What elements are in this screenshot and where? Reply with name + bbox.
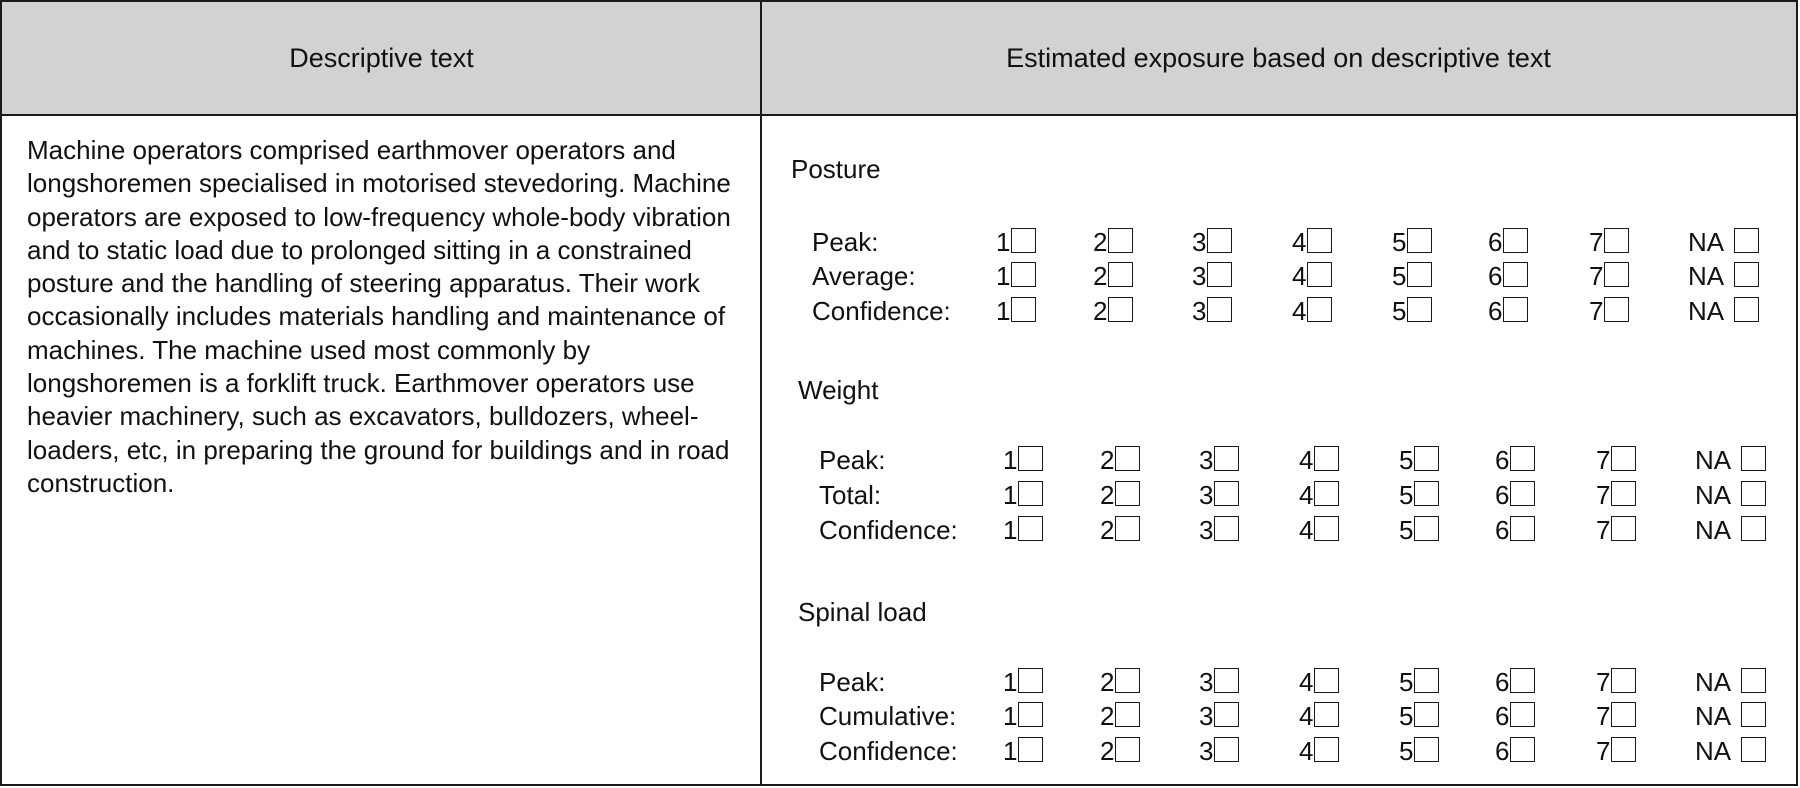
option-label: 1: [1003, 701, 1018, 731]
option-label: 4: [1292, 261, 1307, 291]
checkbox[interactable]: [1604, 262, 1629, 287]
checkbox[interactable]: [1314, 446, 1339, 471]
checkbox[interactable]: [1314, 516, 1339, 541]
option-label: 4: [1299, 667, 1314, 697]
option-label: 5: [1399, 701, 1414, 731]
checkbox[interactable]: [1741, 516, 1766, 541]
checkbox[interactable]: [1307, 262, 1332, 287]
option-label: 7: [1596, 515, 1611, 545]
option-label: 1: [1003, 515, 1018, 545]
checkbox[interactable]: [1510, 446, 1535, 471]
rating-option-2[interactable]: [1100, 736, 1140, 767]
option-label: 1: [996, 296, 1011, 326]
checkbox[interactable]: [1018, 481, 1043, 506]
rating-option-na[interactable]: [1695, 445, 1766, 476]
rating-option-5[interactable]: [1399, 515, 1439, 546]
rating-option-3[interactable]: [1199, 736, 1239, 767]
option-label: NA: [1688, 261, 1725, 291]
checkbox[interactable]: [1741, 668, 1766, 693]
option-label: 6: [1495, 445, 1510, 475]
checkbox[interactable]: [1503, 262, 1528, 287]
checkbox[interactable]: [1611, 702, 1636, 727]
option-label: 6: [1488, 227, 1503, 257]
option-label: 5: [1399, 445, 1414, 475]
option-label: NA: [1688, 296, 1725, 326]
row-label: Confidence:: [812, 296, 951, 326]
rating-option-7[interactable]: [1589, 296, 1629, 327]
rating-option-5[interactable]: [1399, 480, 1439, 511]
option-label: 3: [1192, 296, 1207, 326]
rating-option-2[interactable]: [1100, 701, 1140, 732]
rating-option-1[interactable]: [1003, 445, 1043, 476]
checkbox[interactable]: [1414, 481, 1439, 506]
option-label: 1: [1003, 667, 1018, 697]
checkbox[interactable]: [1604, 228, 1629, 253]
option-label: 1: [996, 261, 1011, 291]
checkbox[interactable]: [1734, 262, 1759, 287]
option-label: 2: [1100, 515, 1115, 545]
checkbox[interactable]: [1207, 228, 1232, 253]
option-label: 7: [1596, 480, 1611, 510]
rating-row: [819, 515, 1800, 549]
option-label: 5: [1399, 736, 1414, 766]
checkbox[interactable]: [1510, 702, 1535, 727]
rating-option-6[interactable]: [1495, 736, 1535, 767]
rating-option-1[interactable]: [1003, 480, 1043, 511]
option-label: 2: [1093, 296, 1108, 326]
checkbox[interactable]: [1115, 516, 1140, 541]
rating-option-4[interactable]: [1299, 667, 1339, 698]
checkbox[interactable]: [1414, 668, 1439, 693]
rating-option-4[interactable]: [1292, 296, 1332, 327]
rating-option-5[interactable]: [1399, 667, 1439, 698]
checkbox[interactable]: [1734, 297, 1759, 322]
checkbox[interactable]: [1503, 228, 1528, 253]
rating-option-6[interactable]: [1495, 701, 1535, 732]
option-label: NA: [1695, 736, 1732, 766]
rating-option-6[interactable]: [1495, 445, 1535, 476]
checkbox[interactable]: [1314, 702, 1339, 727]
option-label: 7: [1596, 736, 1611, 766]
row-label: Confidence:: [819, 736, 958, 766]
option-label: 7: [1589, 296, 1604, 326]
rating-option-1[interactable]: [996, 261, 1036, 292]
rating-option-6[interactable]: [1495, 667, 1535, 698]
rating-row: [812, 296, 1800, 330]
option-label: 7: [1596, 445, 1611, 475]
checkbox[interactable]: [1018, 668, 1043, 693]
option-label: 6: [1488, 261, 1503, 291]
rating-option-na[interactable]: [1695, 701, 1766, 732]
rating-option-na[interactable]: [1688, 296, 1759, 327]
checkbox[interactable]: [1018, 516, 1043, 541]
rating-option-2[interactable]: [1100, 515, 1140, 546]
rating-option-4[interactable]: [1299, 736, 1339, 767]
option-label: 3: [1199, 701, 1214, 731]
option-label: 3: [1199, 736, 1214, 766]
checkbox[interactable]: [1214, 516, 1239, 541]
rating-option-3[interactable]: [1192, 227, 1232, 258]
checkbox[interactable]: [1214, 481, 1239, 506]
rating-option-5[interactable]: [1392, 296, 1432, 327]
option-label: 1: [996, 227, 1011, 257]
checkbox[interactable]: [1611, 516, 1636, 541]
rating-option-4[interactable]: [1299, 701, 1339, 732]
option-label: 5: [1392, 227, 1407, 257]
rating-option-na[interactable]: [1695, 515, 1766, 546]
option-label: 2: [1100, 480, 1115, 510]
row-label: Total:: [819, 480, 882, 510]
rating-option-1[interactable]: [1003, 736, 1043, 767]
checkbox[interactable]: [1503, 297, 1528, 322]
checkbox[interactable]: [1115, 702, 1140, 727]
option-label: 2: [1100, 667, 1115, 697]
rating-option-3[interactable]: [1199, 515, 1239, 546]
row-label: Peak:: [819, 667, 886, 697]
rating-option-3[interactable]: [1192, 296, 1232, 327]
checkbox[interactable]: [1115, 668, 1140, 693]
checkbox[interactable]: [1011, 262, 1036, 287]
option-label: 3: [1192, 227, 1207, 257]
checkbox[interactable]: [1414, 516, 1439, 541]
rating-option-2[interactable]: [1093, 261, 1133, 292]
option-label: 6: [1495, 515, 1510, 545]
checkbox[interactable]: [1741, 446, 1766, 471]
checkbox[interactable]: [1414, 446, 1439, 471]
option-label: 2: [1100, 701, 1115, 731]
checkbox[interactable]: [1018, 446, 1043, 471]
checkbox[interactable]: [1510, 516, 1535, 541]
rating-option-7[interactable]: [1596, 701, 1636, 732]
option-label: 4: [1292, 227, 1307, 257]
checkbox[interactable]: [1011, 228, 1036, 253]
checkbox[interactable]: [1307, 297, 1332, 322]
rating-option-4[interactable]: [1299, 480, 1339, 511]
option-label: 5: [1392, 261, 1407, 291]
option-label: NA: [1695, 515, 1732, 545]
rating-option-3[interactable]: [1199, 701, 1239, 732]
option-label: 3: [1199, 480, 1214, 510]
rating-row: [819, 445, 1800, 479]
option-label: 6: [1495, 480, 1510, 510]
option-label: 4: [1299, 445, 1314, 475]
checkbox[interactable]: [1108, 228, 1133, 253]
option-label: 6: [1495, 701, 1510, 731]
rating-option-2[interactable]: [1093, 227, 1133, 258]
rating-row: [812, 261, 1800, 295]
row-label: Peak:: [819, 445, 886, 475]
checkbox[interactable]: [1611, 446, 1636, 471]
option-label: 4: [1299, 701, 1314, 731]
option-label: 4: [1292, 296, 1307, 326]
checkbox[interactable]: [1214, 446, 1239, 471]
rating-option-7[interactable]: [1589, 227, 1629, 258]
checkbox[interactable]: [1414, 737, 1439, 762]
option-label: NA: [1695, 445, 1732, 475]
option-label: 3: [1199, 667, 1214, 697]
checkbox[interactable]: [1741, 702, 1766, 727]
header-estimated-exposure: Estimated exposure based on descriptive text: [761, 2, 1796, 116]
rating-option-3[interactable]: [1192, 261, 1232, 292]
checkbox[interactable]: [1510, 668, 1535, 693]
rating-option-7[interactable]: [1596, 445, 1636, 476]
option-label: 7: [1589, 227, 1604, 257]
checkbox[interactable]: [1214, 702, 1239, 727]
rating-option-2[interactable]: [1093, 296, 1133, 327]
rating-option-4[interactable]: [1292, 261, 1332, 292]
option-label: 5: [1399, 667, 1414, 697]
rating-option-4[interactable]: [1299, 445, 1339, 476]
checkbox[interactable]: [1611, 481, 1636, 506]
option-label: 3: [1192, 261, 1207, 291]
option-label: 2: [1093, 261, 1108, 291]
option-label: 4: [1299, 515, 1314, 545]
rating-option-1[interactable]: [996, 227, 1036, 258]
checkbox[interactable]: [1115, 446, 1140, 471]
checkbox[interactable]: [1115, 481, 1140, 506]
option-label: 1: [1003, 480, 1018, 510]
rating-option-6[interactable]: [1488, 227, 1528, 258]
option-label: NA: [1688, 227, 1725, 257]
option-label: 4: [1299, 480, 1314, 510]
rating-option-7[interactable]: [1589, 261, 1629, 292]
section-title: Weight: [798, 375, 879, 405]
rating-option-7[interactable]: [1596, 736, 1636, 767]
rating-option-1[interactable]: [1003, 701, 1043, 732]
section-title: Posture: [791, 154, 881, 184]
rating-row: [812, 227, 1800, 261]
option-label: 5: [1392, 296, 1407, 326]
option-label: 5: [1399, 515, 1414, 545]
option-label: 6: [1488, 296, 1503, 326]
checkbox[interactable]: [1018, 737, 1043, 762]
checkbox[interactable]: [1314, 737, 1339, 762]
checkbox[interactable]: [1611, 737, 1636, 762]
rating-row: [819, 736, 1800, 770]
rating-option-3[interactable]: [1199, 667, 1239, 698]
option-label: NA: [1695, 701, 1732, 731]
header-descriptive-text: Descriptive text: [2, 2, 761, 116]
checkbox[interactable]: [1214, 737, 1239, 762]
row-label: Average:: [812, 261, 916, 291]
description-text: Machine operators comprised earthmover operators and longshoremen specialised in motorised stevedoring. Machine operators are exposed to low-frequency whole-body vibration and to static load due to prolonged sitting in a constrained posture and the handling of steering apparatus. Their work occasionally includes materials handling and maintenance of machines. The machine used most commonly by longshoremen is a forklift truck. Earthmover operators use heavier machinery, such as excavators, bulldozers, wheel-loaders, etc, in preparing the ground for buildings and in road construction.: [27, 135, 731, 498]
checkbox[interactable]: [1115, 737, 1140, 762]
column-divider: [760, 2, 762, 784]
section-title: Spinal load: [798, 597, 927, 627]
row-label: Confidence:: [819, 515, 958, 545]
rating-option-6[interactable]: [1495, 515, 1535, 546]
rating-option-5[interactable]: [1392, 227, 1432, 258]
checkbox[interactable]: [1314, 668, 1339, 693]
rating-option-6[interactable]: [1488, 296, 1528, 327]
checkbox[interactable]: [1734, 228, 1759, 253]
rating-option-5[interactable]: [1399, 445, 1439, 476]
rating-option-7[interactable]: [1596, 667, 1636, 698]
rating-row: [819, 667, 1800, 701]
checkbox[interactable]: [1611, 668, 1636, 693]
checkbox[interactable]: [1207, 262, 1232, 287]
option-label: 1: [1003, 445, 1018, 475]
checkbox[interactable]: [1414, 702, 1439, 727]
checkbox[interactable]: [1741, 737, 1766, 762]
rating-option-5[interactable]: [1392, 261, 1432, 292]
option-label: 4: [1299, 736, 1314, 766]
checkbox[interactable]: [1407, 297, 1432, 322]
option-label: 3: [1199, 445, 1214, 475]
rating-option-2[interactable]: [1100, 480, 1140, 511]
option-label: 1: [1003, 736, 1018, 766]
rating-option-7[interactable]: [1596, 515, 1636, 546]
rating-option-3[interactable]: [1199, 480, 1239, 511]
rating-option-1[interactable]: [1003, 667, 1043, 698]
checkbox[interactable]: [1510, 481, 1535, 506]
checkbox[interactable]: [1510, 737, 1535, 762]
checkbox[interactable]: [1407, 262, 1432, 287]
checkbox[interactable]: [1741, 481, 1766, 506]
row-label: Peak:: [812, 227, 879, 257]
rating-option-na[interactable]: [1688, 261, 1759, 292]
option-label: 2: [1093, 227, 1108, 257]
rating-option-5[interactable]: [1399, 701, 1439, 732]
checkbox[interactable]: [1011, 297, 1036, 322]
checkbox[interactable]: [1018, 702, 1043, 727]
checkbox[interactable]: [1108, 297, 1133, 322]
option-label: 7: [1596, 701, 1611, 731]
checkbox[interactable]: [1214, 668, 1239, 693]
rating-option-7[interactable]: [1596, 480, 1636, 511]
rating-option-6[interactable]: [1488, 261, 1528, 292]
rating-row: [819, 480, 1800, 514]
rating-option-1[interactable]: [1003, 515, 1043, 546]
row-label: Cumulative:: [819, 701, 957, 731]
rating-option-na[interactable]: [1695, 667, 1766, 698]
checkbox[interactable]: [1207, 297, 1232, 322]
rating-option-1[interactable]: [996, 296, 1036, 327]
checkbox[interactable]: [1108, 262, 1133, 287]
rating-option-4[interactable]: [1299, 515, 1339, 546]
option-label: 2: [1100, 445, 1115, 475]
checkbox[interactable]: [1604, 297, 1629, 322]
rating-option-2[interactable]: [1100, 445, 1140, 476]
rating-option-2[interactable]: [1100, 667, 1140, 698]
rating-option-4[interactable]: [1292, 227, 1332, 258]
option-label: 3: [1199, 515, 1214, 545]
option-label: NA: [1695, 480, 1732, 510]
option-label: 7: [1589, 261, 1604, 291]
option-label: 6: [1495, 667, 1510, 697]
option-label: 7: [1596, 667, 1611, 697]
option-label: 6: [1495, 736, 1510, 766]
checkbox[interactable]: [1314, 481, 1339, 506]
rating-option-na[interactable]: [1695, 736, 1766, 767]
option-label: 5: [1399, 480, 1414, 510]
rating-option-na[interactable]: [1688, 227, 1759, 258]
rating-option-na[interactable]: [1695, 480, 1766, 511]
rating-option-3[interactable]: [1199, 445, 1239, 476]
option-label: 2: [1100, 736, 1115, 766]
checkbox[interactable]: [1407, 228, 1432, 253]
rating-row: [819, 701, 1800, 735]
rating-option-5[interactable]: [1399, 736, 1439, 767]
rating-option-6[interactable]: [1495, 480, 1535, 511]
checkbox[interactable]: [1307, 228, 1332, 253]
option-label: NA: [1695, 667, 1732, 697]
